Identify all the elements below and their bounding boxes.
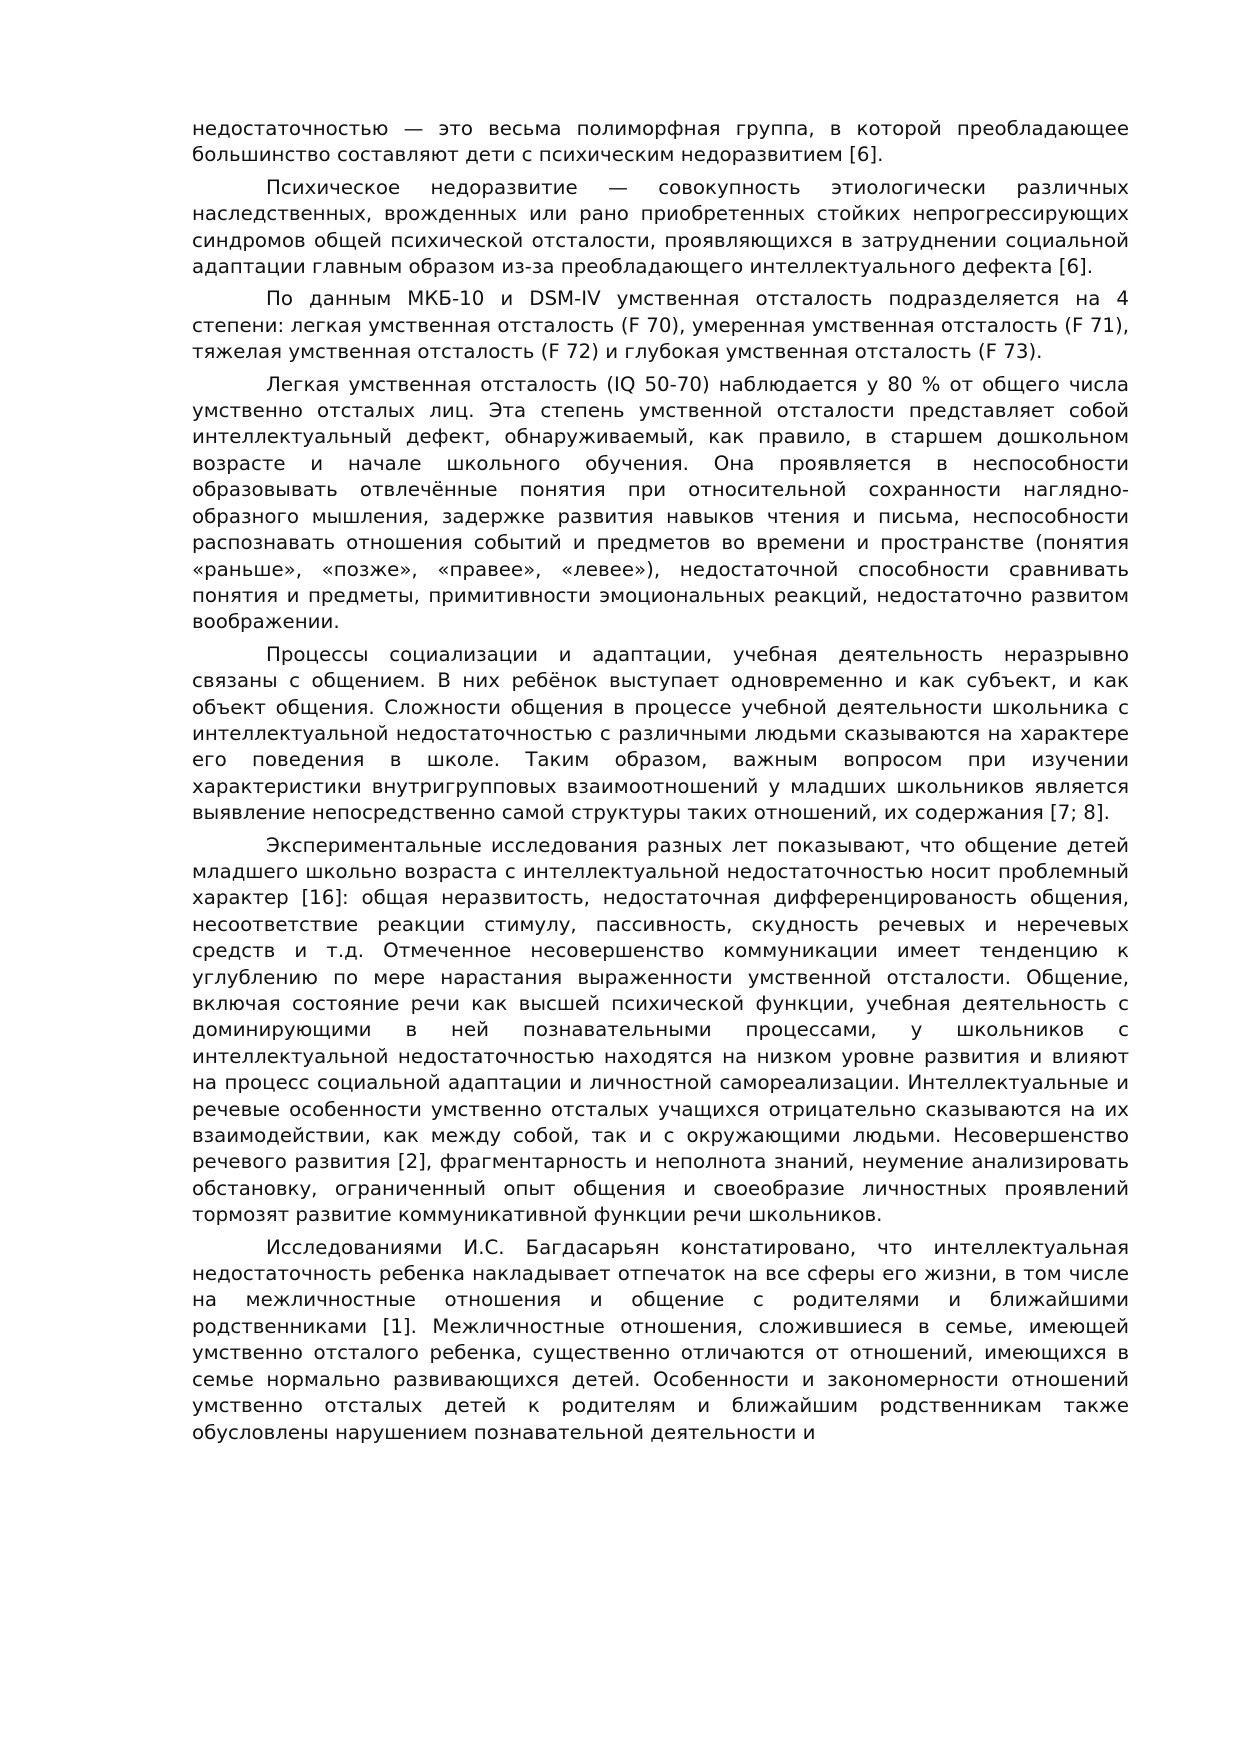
paragraph-4: Легкая умственная отсталость (IQ 50-70) наблюдается у 80 % от общего числа умственно отсталых лиц. Эта степень умственной отсталости представляет собой интеллектуальный дефект, обнаруживаемый, как правило, в старшем дошкольном возрасте и начале школьного обучения. Она проявляется в неспособности образовывать отвлечённые понятия при относительной сохранности наглядно-образного мышления, задержке развития навыков чтения и письма, неспособности распознавать отношения событий и предметов во времени и пространстве (понятия «раньше», «позже», «правее», «левее»), недостаточной способности сравнивать понятия и предметы, примитивности эмоциональных реакций, недостаточно развитом воображении. bbox=[192, 372, 1129, 634]
paragraph-2: Психическое недоразвитие — совокупность этиологически различных наследственных, врожденных или рано приобретенных стойких непрогрессирующих синдромов общей психической отсталости, проявляющихся в затруднении социальной адаптации главным образом из-за преобладающего интеллектуального дефекта [6]. bbox=[192, 175, 1129, 279]
paragraph-6: Экспериментальные исследования разных лет показывают, что общение детей младшего школьно возраста с интеллектуальной недостаточностью носит проблемный характер [16]: общая неразвитость, недостаточная дифференцированость общения, несоответствие реакции стимулу, пассивность, скудность речевых и неречевых средств и т.д. Отмеченное несовершенство коммуникации имеет тенденцию к углублению по мере нарастания выраженности умственной отсталости. Общение, включая состояние речи как высшей психической функции, учебная деятельность с доминирующими в ней познавательными процессами, у школьников с интеллектуальной недостаточностью находятся на низком уровне развития и влияют на процесс социальной адаптации и личностной самореализации. Интеллектуальные и речевые особенности умственно отсталых учащихся отрицательно сказываются на их взаимодействии, как между собой, так и с окружающими людьми. Несовершенство речевого развития [2], фрагментарность и неполнота знаний, неумение анализировать обстановку, ограниченный опыт общения и своеобразие личностных проявлений тормозят развитие коммуникативной функции речи школьников. bbox=[192, 833, 1129, 1227]
document-body bbox=[192, 116, 1129, 1452]
paragraph-1: недостаточностью — это весьма полиморфная группа, в которой преобладающее большинство составляют дети с психическим недоразвитием [6]. bbox=[192, 117, 1129, 167]
paragraph-5: Процессы социализации и адаптации, учебная деятельность неразрывно связаны с общением. В них ребёнок выступает одновременно и как субъект, и как объект общения. Сложности общения в процессе учебной деятельности школьника с интеллектуальной недостаточностью с различными людьми сказываются на характере его поведения в школе. Таким образом, важным вопросом при изучении характеристики внутригрупповых взаимоотношений у младших школьников является выявление непосредственно самой структуры таких отношений, их содержания [7; 8]. bbox=[192, 642, 1129, 825]
paragraph-3: По данным МКБ-10 и DSM-IV умственная отсталость подразделяется на 4 степени: легкая умственная отсталость (F 70), умеренная умственная отсталость (F 71), тяжелая умственная отсталость (F 72) и глубокая умственная отсталость (F 73). bbox=[192, 287, 1129, 364]
paragraph-7: Исследованиями И.С. Багдасарьян констатировано, что интеллектуальная недостаточность ребенка накладывает отпечаток на все сферы его жизни, в том числе на межличностные отношения и общение с родителями и ближайшими родственниками [1]. Межличностные отношения, сложившиеся в семье, имеющей умственно отсталого ребенка, существенно отличаются от отношений, имеющихся в семье нормально развивающихся детей. Особенности и закономерности отношений умственно отсталых детей к родителям и ближайшим родственникам также обусловлены нарушением познавательной деятельности и bbox=[192, 1235, 1129, 1444]
